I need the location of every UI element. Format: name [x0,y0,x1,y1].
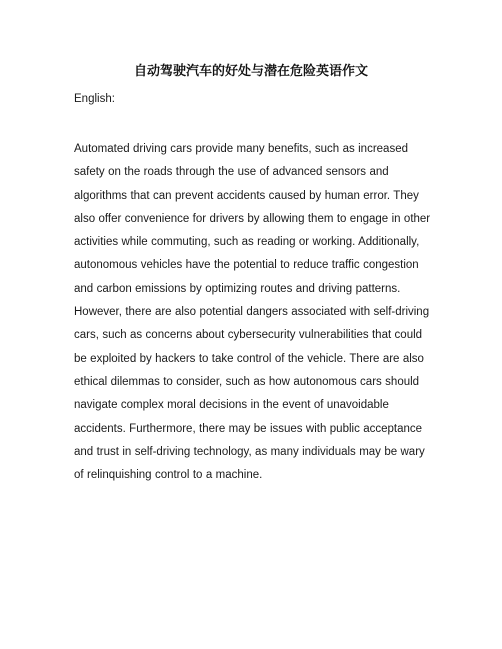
body-paragraph: Automated driving cars provide many benefits, such as increased safety on the roads through the use of advanced sensors and algorithms that can prevent accidents caused by human error. They also offer convenience for drivers by allowing them to engage in other activities while commuting, such as reading or working. Additionally, autonomous vehicles have the potential to reduce traffic congestion and carbon emissions by optimizing routes and driving patterns. However, there are also potential dangers associated with self-driving cars, such as concerns about cybersecurity vulnerabilities that could be exploited by hackers to take control of the vehicle. There are also ethical dilemmas to consider, such as how autonomous cars should navigate complex moral decisions in the event of unavoidable accidents. Furthermore, there may be issues with public acceptance and trust in self-driving technology, as many individuals may be wary of relinquishing control to a machine. [74,143,431,482]
document-title: 自动驾驶汽车的好处与潜在危险英语作文 [133,64,368,79]
language-label: English: [74,93,115,105]
